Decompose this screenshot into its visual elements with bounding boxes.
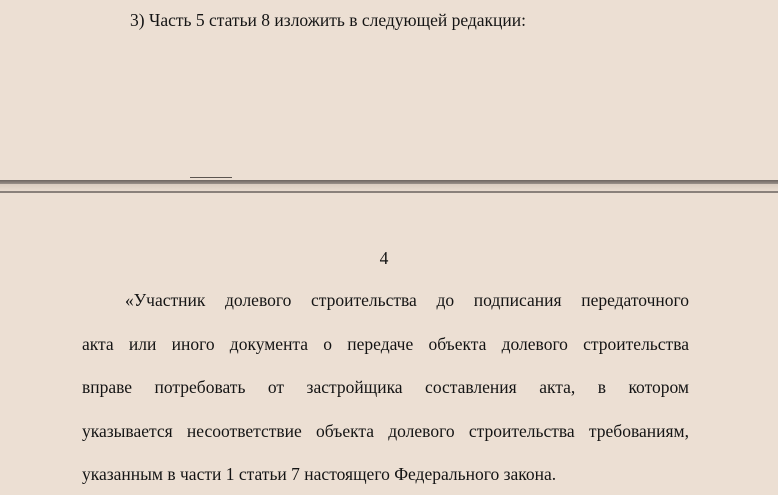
paragraph-line: акта или иного документа о передаче объекта долевого строительства xyxy=(82,334,689,354)
paragraph-line: указывается несоответствие объекта долевого строительства требованиям, xyxy=(82,421,689,441)
paragraph-line: вправе потребовать от застройщика составления акта, в котором xyxy=(82,377,689,397)
page-break-gap xyxy=(0,184,778,191)
document-page-top xyxy=(0,0,778,180)
paragraph-line: указанным в части 1 статьи 7 настоящего Федерального закона. xyxy=(82,464,557,484)
scan-artifact xyxy=(190,177,232,178)
amendment-item-text: 3) Часть 5 статьи 8 изложить в следующей редакции: xyxy=(130,10,527,30)
paragraph-line: «Участник долевого строительства до подписания передаточного xyxy=(125,290,689,310)
page-number: 4 xyxy=(379,248,389,268)
